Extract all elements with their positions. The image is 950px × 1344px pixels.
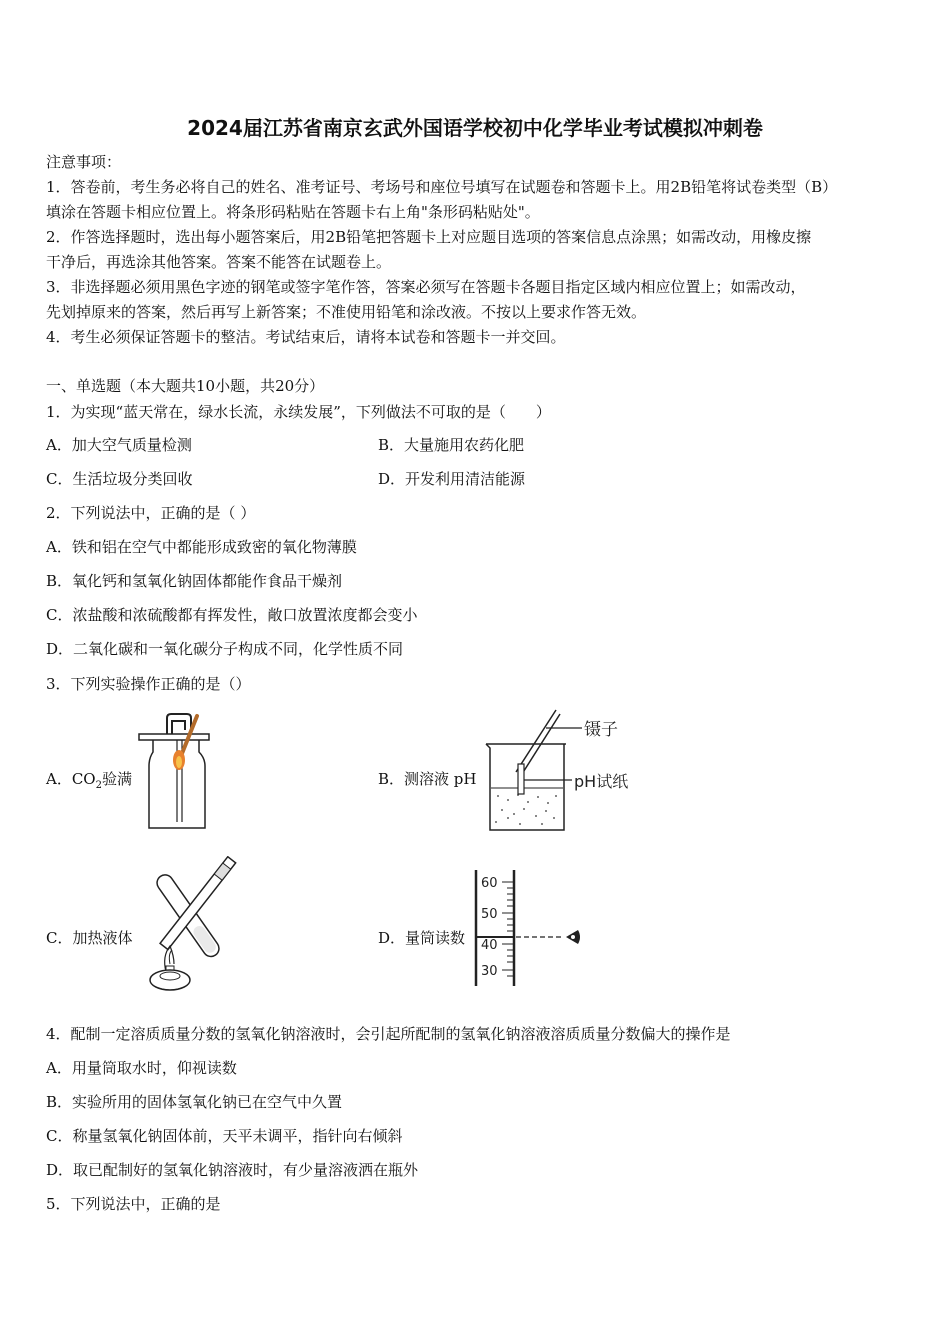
q4-option-b: B．实验所用的固体氢氧化钠已在空气中久置 bbox=[46, 1093, 343, 1111]
q2-stem: 2．下列说法中，正确的是（ ） bbox=[46, 504, 256, 522]
cylinder-tick-50: 50 bbox=[481, 907, 498, 922]
q4-option-a: A．用量筒取水时，仰视读数 bbox=[46, 1059, 237, 1077]
q3-option-c: C．加热液体 bbox=[46, 929, 133, 947]
q3-option-b: B．测溶液 pH bbox=[378, 770, 477, 788]
notice-heading: 注意事项： bbox=[46, 153, 122, 171]
q3-stem: 3．下列实验操作正确的是（） bbox=[46, 675, 251, 693]
q4-option-d: D．取已配制好的氢氧化钠溶液时，有少量溶液洒在瓶外 bbox=[46, 1161, 419, 1179]
cylinder-reading-figure bbox=[472, 866, 587, 991]
notice-line: 4．考生必须保证答题卡的整洁。考试结束后，请将本试卷和答题卡一并交回。 bbox=[46, 328, 566, 346]
q3-option-a-subscript: 2 bbox=[95, 780, 102, 791]
notice-line: 填涂在答题卡相应位置上。将条形码粘贴在答题卡右上角"条形码粘贴处"。 bbox=[46, 203, 540, 221]
q3-option-d: D．量筒读数 bbox=[378, 929, 466, 947]
cylinder-tick-30: 30 bbox=[481, 964, 498, 979]
notice-line: 2．作答选择题时，选出每小题答案后，用2B铅笔把答题卡上对应题目选项的答案信息点涂黑；如需改动，用橡皮擦 bbox=[46, 228, 812, 246]
q3-option-a bbox=[46, 769, 132, 796]
q4-stem: 4．配制一定溶质质量分数的氢氧化钠溶液时，会引起所配制的氢氧化钠溶液溶质质量分数偏大的操作是 bbox=[46, 1025, 731, 1043]
ph-paper-label: pH试纸 bbox=[574, 772, 629, 791]
q1-option-c: C．生活垃圾分类回收 bbox=[46, 470, 193, 488]
heating-liquid-figure bbox=[140, 856, 275, 996]
q4-option-c: C．称量氢氧化钠固体前，天平未调平，指针向右倾斜 bbox=[46, 1127, 403, 1145]
q2-option-a: A．铁和铝在空气中都能形成致密的氧化物薄膜 bbox=[46, 538, 357, 556]
q3-option-a-prefix: A．CO bbox=[46, 770, 96, 788]
q5-stem: 5．下列说法中，正确的是 bbox=[46, 1195, 221, 1213]
q2-option-d: D．二氧化碳和一氧化碳分子构成不同，化学性质不同 bbox=[46, 640, 404, 658]
cylinder-tick-60: 60 bbox=[481, 876, 498, 891]
page-title: 2024届江苏省南京玄武外国语学校初中化学毕业考试模拟冲刺卷 bbox=[187, 116, 763, 140]
q2-option-b: B．氧化钙和氢氧化钠固体都能作食品干燥剂 bbox=[46, 572, 343, 590]
tweezers-label: 镊子 bbox=[584, 720, 618, 740]
q1-stem: 1．为实现“蓝天常在，绿水长流，永续发展”，下列做法不可取的是（ ） bbox=[46, 403, 551, 421]
co2-bottle-figure bbox=[135, 710, 215, 835]
q1-option-d: D．开发利用清洁能源 bbox=[378, 470, 526, 488]
cylinder-tick-40: 40 bbox=[481, 938, 498, 953]
q1-option-b: B．大量施用农药化肥 bbox=[378, 436, 525, 454]
q1-option-a: A．加大空气质量检测 bbox=[46, 436, 192, 454]
notice-line: 1．答卷前，考生务必将自己的姓名、准考证号、考场号和座位号填写在试题卷和答题卡上。用2B铅笔将试卷类型（B） bbox=[46, 178, 838, 196]
q2-option-c: C．浓盐酸和浓硫酸都有挥发性，敞口放置浓度都会变小 bbox=[46, 606, 418, 624]
notice-line: 先划掉原来的答案，然后再写上新答案；不准使用铅笔和涂改液。不按以上要求作答无效。 bbox=[46, 303, 647, 321]
section-heading: 一、单选题（本大题共10小题，共20分） bbox=[46, 377, 325, 395]
notice-line: 干净后，再选涂其他答案。答案不能答在试题卷上。 bbox=[46, 253, 392, 271]
q3-option-a-suffix: 验满 bbox=[101, 770, 132, 788]
ph-test-figure bbox=[480, 706, 640, 836]
notice-line: 3．非选择题必须用黑色字迹的钢笔或签字笔作答，答案必须写在答题卡各题目指定区域内相应位置上；如需改动， bbox=[46, 278, 806, 296]
